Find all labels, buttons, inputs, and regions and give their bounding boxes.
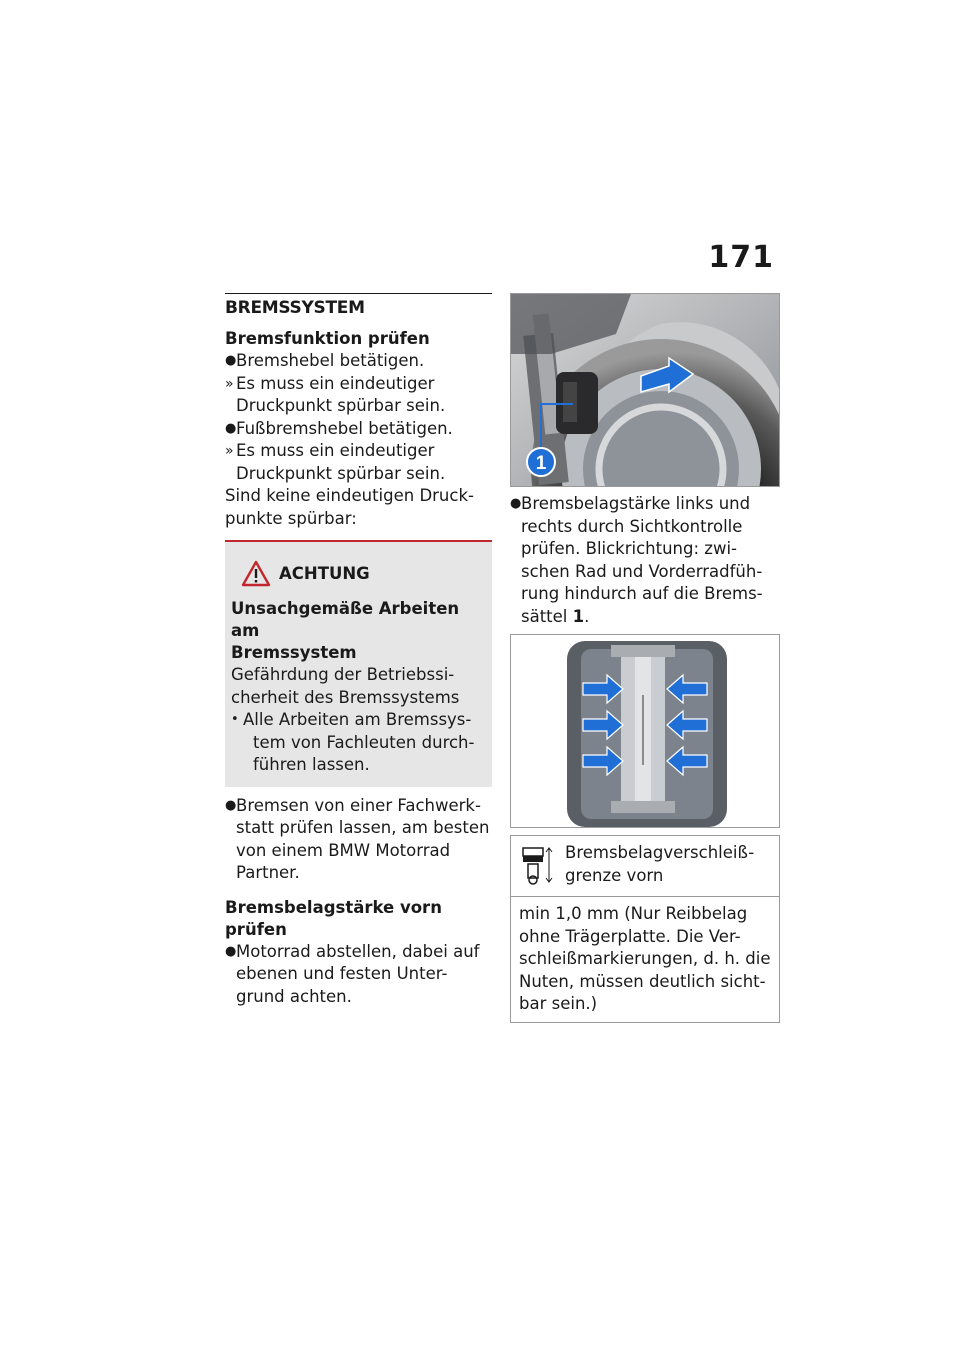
warning-box bbox=[225, 540, 492, 787]
section-title: BREMSSYSTEM bbox=[225, 293, 492, 318]
step-item: ● Bremsbelagstärke links und rechts durch Sichtkontrolle prüfen. Blickrichtung: zwi- schen Rad und Vorderradfüh- rung hindurch auf die Brems- sättel 1. bbox=[510, 494, 763, 626]
step-item: ● Bremsen von einer Fachwerk- statt prüfen lassen, am besten von einem BMW Motorrad Partner. bbox=[225, 795, 490, 882]
warning-triangle-icon bbox=[241, 560, 271, 587]
subheading-pad-thickness: Bremsbelagstärke vorn prüfen bbox=[225, 897, 442, 939]
brake-pad-closeup-photo bbox=[510, 634, 780, 828]
bullet-icon: ● bbox=[225, 797, 237, 813]
spec-value: min 1,0 mm (Nur Reibbelag ohne Trägerplatte. Die Ver- schleißmarkierungen, d. h. die Nuten, müssen deutlich sicht- bar sein.) bbox=[519, 904, 771, 1013]
result-item: » Es muss ein eindeutiger Druckpunkt spürbar sein. bbox=[225, 441, 446, 483]
subheading-brake-function: Bremsfunktion prüfen bbox=[225, 329, 430, 348]
bullet-icon: ● bbox=[225, 353, 237, 368]
front-wheel-illustration bbox=[511, 294, 779, 486]
brake-pad-wear-icon bbox=[519, 842, 555, 886]
result-item: » Es muss ein eindeutiger Druckpunkt spürbar sein. bbox=[225, 373, 446, 415]
result-arrow-icon: » bbox=[225, 443, 234, 459]
reference-number: 1 bbox=[572, 606, 585, 626]
result-arrow-icon: » bbox=[225, 375, 234, 392]
spec-table bbox=[510, 835, 780, 1023]
callout-label: 1 bbox=[535, 453, 547, 474]
spec-header: Bremsbelagverschleiß- grenze vorn bbox=[511, 836, 779, 897]
warning-description: Gefährdung der Betriebssi- cherheit des Bremssystems bbox=[231, 665, 460, 707]
step-item: ● Motorrad abstellen, dabei auf ebenen und festen Unter- grund achten. bbox=[225, 941, 480, 1006]
bullet-icon: • bbox=[231, 712, 239, 727]
condition-text: Sind keine eindeutigen Druck- punkte spürbar: bbox=[225, 486, 474, 528]
bullet-icon: ● bbox=[225, 420, 237, 436]
front-wheel-brake-photo bbox=[510, 293, 780, 487]
right-column bbox=[510, 293, 780, 1023]
warning-label: ACHTUNG bbox=[279, 563, 370, 583]
warning-header bbox=[231, 556, 484, 590]
bullet-icon: ● bbox=[510, 496, 522, 511]
left-column bbox=[225, 293, 492, 1008]
brake-pad-illustration bbox=[511, 635, 779, 827]
warning-step: • Alle Arbeiten am Bremssys- tem von Fachleuten durch- führen lassen. bbox=[231, 710, 475, 774]
spec-title: Bremsbelagverschleiß- bbox=[565, 843, 755, 862]
bullet-icon: ● bbox=[225, 943, 237, 959]
page-number: 171 bbox=[708, 240, 774, 275]
step-item: ● Fußbremshebel betätigen. bbox=[225, 418, 492, 441]
warning-title: Unsachgemäße Arbeiten am Bremssystem bbox=[231, 599, 460, 662]
step-item: ● Bremshebel betätigen. bbox=[225, 350, 492, 373]
